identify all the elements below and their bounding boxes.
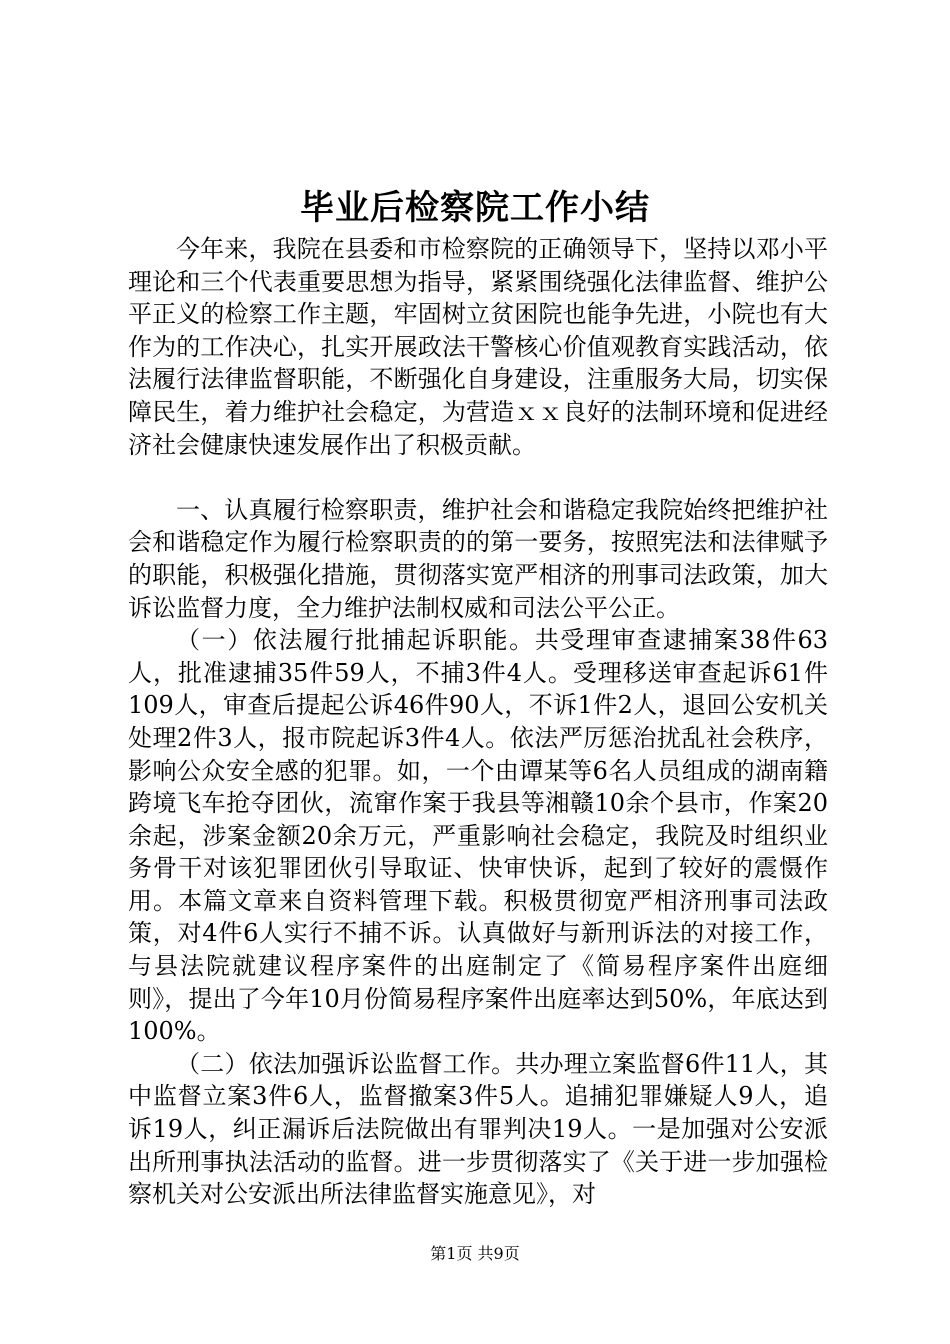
subsection-one-paragraph: （一）依法履行批捕起诉职能。共受理审查逮捕案38件63人，批准逮捕35件59人，不捕3件4人。受理移送审查起诉61件109人，审查后提起公诉46件90人，不诉1件2人，退回公安机关处理2件3人，报市院起诉3件4人。依法严厉惩治扰乱社会秩序，影响公众安全感的犯罪。如，一个由谭某等6名人员组成的湖南籍跨境飞车抢夺团伙，流窜作案于我县等湘赣10余个县市，作案20余起，涉案金额20余万元，严重影响社会稳定，我院及时组织业务骨干对该犯罪团伙引导取证、快审快诉，起到了较好的震慑作用。本篇文章来自资料管理下载。积极贯彻宽严相济刑事司法政策，对4件6人实行不捕不诉。认真做好与新刑诉法的对接工作，与县法院就建议程序案件的出庭制定了《简易程序案件出庭细则》，提出了今年10月份简易程序案件出庭率达到50%，年底达到100%。: [128, 626, 828, 1046]
page-title: 毕业后检察院工作小结: [300, 188, 650, 228]
document-body: [128, 233, 828, 1211]
page-number-footer: 第1页 共9页: [430, 1244, 520, 1263]
intro-paragraph: 今年来，我院在县委和市检察院的正确领导下，坚持以邓小平理论和三个代表重要思想为指导，紧紧围绕强化法律监督、维护公平正义的检察工作主题，牢固树立贫困院也能争先进，小院也有大作为的工作决心，扎实开展政法干警核心价值观教育实践活动，依法履行法律监督职能，不断强化自身建设，注重服务大局，切实保障民生，着力维护社会稳定，为营造ｘｘ良好的法制环境和促进经济社会健康快速发展作出了积极贡献。: [128, 235, 828, 459]
subsection-two-paragraph: （二）依法加强诉讼监督工作。共办理立案监督6件11人，其中监督立案3件6人，监督撤案3件5人。追捕犯罪嫌疑人9人，追诉19人，纠正漏诉后法院做出有罪判决19人。一是加强对公安派出所刑事执法活动的监督。进一步贯彻落实了《关于进一步加强检察机关对公安派出所法律监督实施意见》，对: [128, 1049, 828, 1209]
section-one-paragraph: 一、认真履行检察职责，维护社会和谐稳定我院始终把维护社会和谐稳定作为履行检察职责的的第一要务，按照宪法和法律赋予的职能，积极强化措施，贯彻落实宽严相济的刑事司法政策，加大诉讼监督力度，全力维护法制权威和司法公平公正。: [128, 495, 828, 622]
